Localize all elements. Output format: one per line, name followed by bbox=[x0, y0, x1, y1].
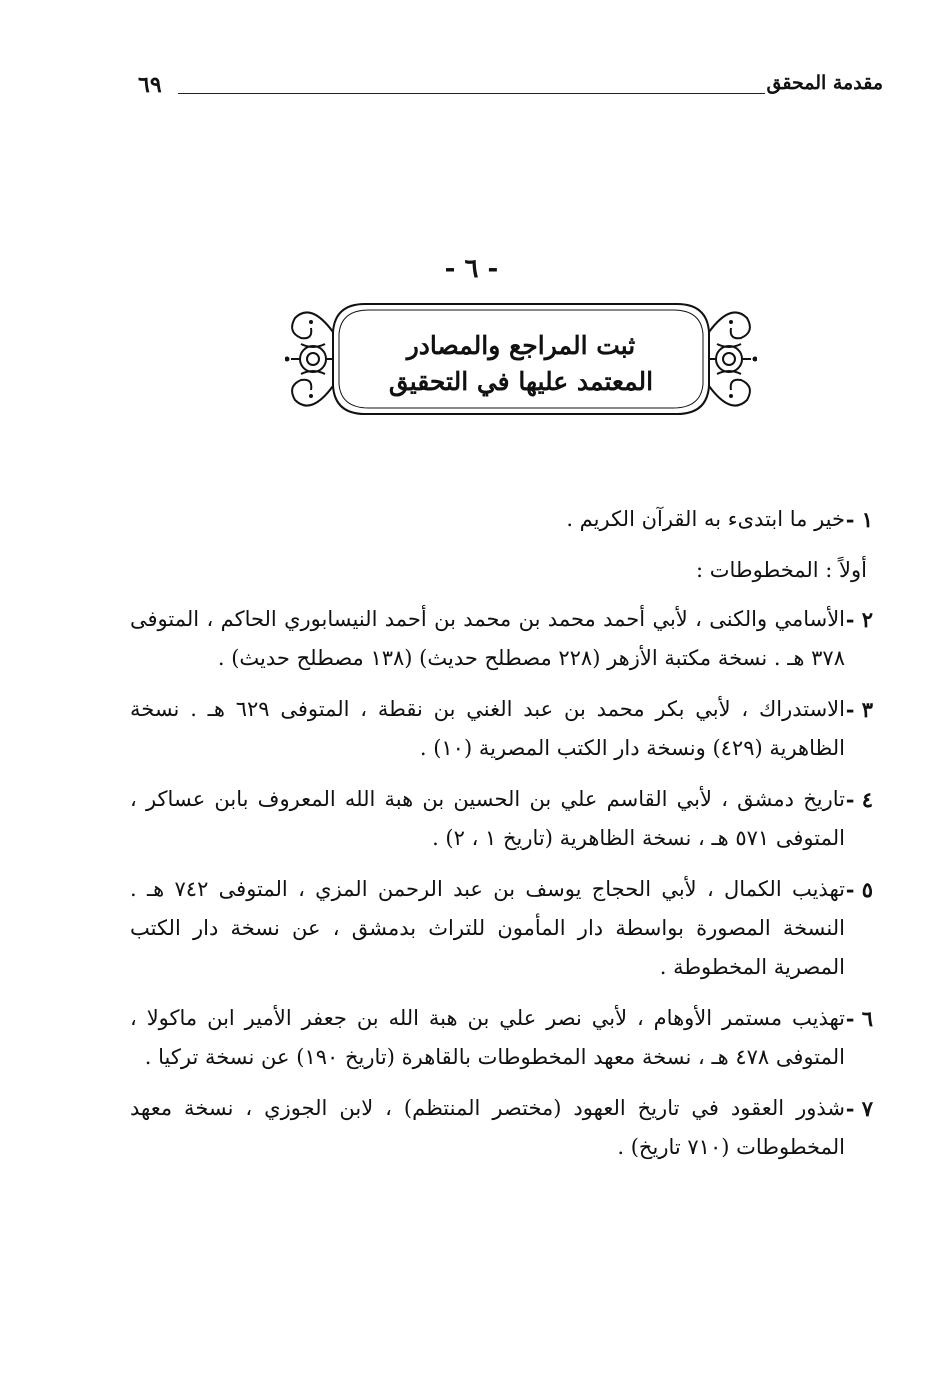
entry-text: تهذيب مستمر الأوهام ، لأبي نصر علي بن هبة الله بن جعفر الأمير ابن ماكولا ، المتوفى ٤٧٨ هـ ، نسخة معهد المخطوطات بالقاهرة (تاريخ ١٩٠) عن نسخة تركيا . bbox=[130, 1006, 845, 1069]
references-list bbox=[130, 500, 873, 1179]
entry-text: خير ما ابتدىء به القرآن الكريم . bbox=[566, 507, 845, 531]
running-header bbox=[138, 72, 883, 106]
entry-text: الأسامي والكنى ، لأبي أحمد محمد بن محمد بن أحمد النيسابوري الحاكم ، المتوفى ٣٧٨ هـ . نسخة مكتبة الأزهر (٢٢٨ مصطلح حديث) (١٣٨ مصطلح حديث) . bbox=[130, 607, 845, 670]
entry-text: شذور العقود في تاريخ العهود (مختصر المنتظم) ، لابن الجوزي ، نسخة معهد المخطوطات (٧١٠ تاريخ) . bbox=[130, 1096, 845, 1159]
reference-entry bbox=[130, 690, 873, 768]
section-title-line-1: ثبت المراجع والمصادر bbox=[406, 331, 636, 360]
title-ornament-frame bbox=[285, 292, 757, 426]
reference-entry bbox=[130, 600, 873, 678]
reference-entry bbox=[130, 870, 873, 987]
section-title bbox=[365, 328, 677, 400]
entry-text: تاريخ دمشق ، لأبي القاسم علي بن الحسين بن هبة الله المعروف بابن عساكر ، المتوفى ٥٧١ هـ ، نسخة الظاهرية (تاريخ ١ ، ٢) . bbox=[130, 787, 845, 850]
reference-entry bbox=[130, 999, 873, 1077]
entry-text: الاستدراك ، لأبي بكر محمد بن عبد الغني بن نقطة ، المتوفى ٦٢٩ هـ . نسخة الظاهرية (٤٢٩) ونسخة دار الكتب المصرية (١٠) . bbox=[130, 697, 845, 760]
section-number: - ٦ - bbox=[444, 254, 499, 284]
header-rule bbox=[178, 93, 765, 94]
entry-number: ١ - bbox=[845, 507, 873, 532]
subheading-manuscripts: أولاً : المخطوطات : bbox=[695, 558, 867, 582]
entry-number: ٥ - bbox=[845, 877, 873, 902]
entry-number: ٧ - bbox=[845, 1096, 873, 1121]
entry-number: ٢ - bbox=[845, 607, 873, 632]
running-header-title: مقدمة المحقق bbox=[766, 72, 883, 94]
section-title-line-2: المعتمد عليها في التحقيق bbox=[388, 367, 654, 396]
reference-entry bbox=[130, 1089, 873, 1167]
entry-text: تهذيب الكمال ، لأبي الحجاج يوسف بن عبد الرحمن المزي ، المتوفى ٧٤٢ هـ . النسخة المصورة بواسطة دار المأمون للتراث بدمشق ، عن نسخة دار الكتب المصرية المخطوطة . bbox=[130, 877, 845, 979]
entry-number: ٤ - bbox=[845, 787, 873, 812]
entry-number: ٦ - bbox=[845, 1006, 873, 1031]
reference-entry bbox=[130, 500, 873, 539]
entry-number: ٣ - bbox=[845, 697, 873, 722]
page-number: ٦٩ bbox=[138, 72, 162, 98]
reference-entry bbox=[130, 780, 873, 858]
